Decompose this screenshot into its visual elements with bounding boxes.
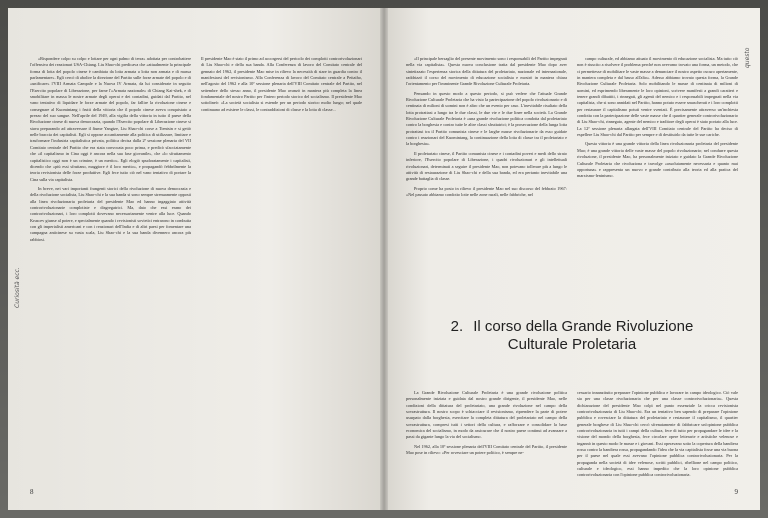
section-heading-line-1 <box>406 318 738 336</box>
section-title-part-2: Culturale Proletaria <box>507 336 637 353</box>
section-number: 2. <box>450 318 464 335</box>
body-text: Il presidente Mao è stato il primo ad accorgersi del pericolo dei complotti controrivoluzionari di Liu Shao-chi e della sua banda. Alla Conferenza di lavoro del Comitato centrale del gennaio del 1962, il presidente Mao mise in rilievo la necessità di stare in guardia contro il manifestarsi del revisionismo. Alla Conferenza di lavoro del Comitato centrale a Peitaiho, nell'agosto del 1962 e alla 10ª sessione plenaria dell'VIII Comitato centrale del Partito, nel settembre dello stesso anno, il presidente Mao avanzò in maniera più completa la linea fondamentale del nostro Partito per l'intero periodo storico del socialismo. Il presidente Mao sottolineò: «La società socialista si estende per un periodo storico molto lungo; nel quale continuano ad esistere le classi, le contraddizioni di classe e la lotta di classe... <box>201 56 362 112</box>
paragraph: La Grande Rivoluzione Culturale Proletaria è una grande rivoluzione politica personalmente iniziata e guidata dal nostro grande dirigente, il presidente Mao, nelle condizioni della dittatura del proletariato, una grande rivoluzione nel campo della sovrastruttura. Il nostro scopo è schiacciare il revisionismo, riprendere la parte di potere usurpato dalla borghesia, esercitare la completa dittatura del proletariato nel campo della sovrastruttura, compresi tutti i settori della cultura, e rafforzare e consolidare la base economica del socialismo, in modo da assicurare che il nostro paese continui ad avanzare a passi da gigante lungo la via del socialismo. <box>406 390 567 440</box>
right-page-upper-columns <box>406 56 738 306</box>
paragraph: Nel 1962, alla 10ª sessione plenaria dell'VIII Comitato centrale del Partito, il presidente Mao pose in rilievo: «Per rovesciare un potere politico, è sempre ne- <box>406 443 567 456</box>
left-page <box>8 8 384 510</box>
left-column-1 <box>30 56 191 466</box>
handwritten-margin-note: questo <box>744 47 751 68</box>
right-page-lower-columns <box>406 390 738 485</box>
right-column-2 <box>577 56 738 306</box>
page-number: 9 <box>734 488 738 496</box>
body-text: cessario innanzitutto preparare l'opinione pubblica e lavorare in campo ideologico. Ciò vale sia per una classe rivoluzionaria che per una classe controrivoluzionaria». Questa dichiarazione del presidente Mao colpì nel punto essenziale la cricca revisionista controrivoluzionaria di Liu Shao-chi. Era un tentativo ben sapendo di preparare l'opinione pubblica e rovesciare la dittatura del proletariato e restaurare il capitalismo, il quartier generale borghese di Liu Shao-chi cercò sfrenatamente di fabbricare un'opinione pubblica controrivoluzionaria in tutti i campi della cultura, fece di tutto per propagandare le idee e la visione del mondo della borghesia, fece circolare opere letterarie e artistiche velenose e ingannò in questo modo le masse e i giovani. Essi operavano sotto la copertura della bandiera rossa contro la bandiera rossa, propagandando l'idea che la via capitalista fosse una via buona per il paese nel quale essi avevano l'opinione pubblica controrivoluzionaria. Per la propaganda nella società di idee velenose, scritti pubblici, ribellione nel campo politico, culturale e ideologico, essi hanno impedito che la loro opinione pubblica controrivoluzionaria con l'opinione pubblica controrivoluzionaria. <box>577 390 738 478</box>
paragraph: Proprio come ha posto in rilievo il presidente Mao nel suo discorso del febbraio 1967: «Nel passato abbiamo condotto lotte nelle zone rurali, nelle fabbriche, nel <box>406 185 567 197</box>
open-booklet <box>8 8 760 510</box>
paragraph: Pensando in questo modo a questo periodo, si può vedere che l'attuale Grande Rivoluzione Culturale Proletaria che ha visto la partecipazione del popolo rivoluzionario e di centinaia di milioni di uomini non è altro che un evento per caso. L'inevitabile risultato della lotta protrattasi a lungo tra le due classi, le due vie e le due linee nella società. La Grande Rivoluzione Culturale Proletaria è «una grande rivoluzione politica condotta dal proletariato contro la borghesia e contro tutte le altre classi sfruttatrici; è la prosecuzione della lunga lotta protrattasi tra il Partito comunista cinese e le larghe masse rivoluzionarie da esso guidate contro i reazionari del Kuomintang, la continuazione della lotta di classe tra il proletariato e la borghesia». <box>406 90 567 147</box>
handwritten-margin-note: Curiosità ecc. <box>14 267 21 308</box>
paragraph: campo culturale, ed abbiamo attuato il movimento di educazione socialista. Ma tutto ciò non è riuscito a risolvere il problema perché non avevamo trovato una forma, un metodo, che ci permettesse di mobilitare le vaste masse a denunciare il nostro aspetto oscuro apertamente, in maniera completa e dal basso all'alto». Adesso abbiamo trovato questa forma, la Grande Rivoluzione Culturale Proletaria. Solo mobilitando le masse di centinaia di milioni di uomini, ed esprimendo liberamente le loro opinioni, scrivere manifesti a grandi caratteri e tenere grandi dibattiti, i rinnegati, gli agenti del nemico e i responsabili impegnati nella via capitalista, che si sono annidati nel Partito, hanno potuto essere smascherati e i loro complotti per restaurare il capitalismo potuti venire sventati. È precisamente attraverso un'inchiesta condotta con la partecipazione delle vaste masse che il quartier generale controrivoluzionario di Liu Shao-chi, rinnegato, agente del nemico e traditore degli operai è stato portato alla luce. La 12ª sessione plenaria allargata dell'VIII Comitato centrale del Partito ha deciso di espellere Liu Shao-chi dal Partito per sempre e di destituirlo da tutte le sue cariche. <box>577 56 738 138</box>
right-lower-column-1 <box>406 390 567 485</box>
right-column-1 <box>406 56 567 306</box>
booklet-gutter <box>380 8 388 510</box>
body-text <box>577 56 738 180</box>
body-text <box>406 390 567 456</box>
body-text <box>406 56 567 198</box>
right-page <box>384 8 760 510</box>
right-lower-column-2 <box>577 390 738 485</box>
paragraph: In breve, nei vari importanti frangenti storici della rivoluzione di nuova democrazia e della rivoluzione socialista, Liu Shao-chi e la sua banda si sono sempre strenuamente opposti alla linea rivoluzionaria proletaria del presidente Mao ed hanno ingaggiato attività controrivoluzionarie complotiste e disgregatrici. Ma, dato che essi erano dei controrivoluzionari, i loro complotti dovevano necessariamente venire alla luce. Quando Kruscev giunse al potere, e specialmente quando i revisionisti sovietici entrarono in combutta con gli imperialisti americani e con i reazionari dell'India e di altri paesi per fomentare una campagna anticinese su vasta scala, Liu Shao-chi e la sua banda divennero ancora più rabbiosi. <box>30 185 191 242</box>
left-column-2 <box>201 56 362 466</box>
section-title-part-1: Il corso della Grande Rivoluzione <box>473 318 694 335</box>
section-heading <box>406 318 738 388</box>
paragraph: «Il principale bersaglio del presente movimento sono i responsabili del Partito impegnati nella via capitalista». Questa nuova conclusione tratta dal presidente Mao dopo aver sintetizzato l'esperienza storica della dittatura del proletariato, nazionale ed internazionale, raddrizzò il corso del movimento di educazione socialista e mostrò in maniera chiara l'orientamento per l'imminente Grande Rivoluzione Culturale Proletaria. <box>406 56 567 87</box>
paragraph: «Rispondere colpo su colpo e lottare per ogni palmo di terra» adottata per controbattere l'offensiva dei reazionari USA-Chiang. Liu Shao-chi predicava che «attualmente la principale forma di lotta del popolo cinese è cambiata da lotta armata a lotta non armata e di massa parlamentare». Egli cercò di abolire la direzione del Partito sulle forze armate del popolo e di «unificare» l'VIII Armata Campale e la Nuova IV Armata, da lui considerate in seguito l'Esercito popolare di Liberazione, per farne l'«Armata nazionale» di Chiang Kai-shek, e di smobilitare in massa le nostre armate degli operai e dei contadini, guidati dal Partito, nel vano tentativo di liquidare le forze armate del popolo, far fallire la rivoluzione cinese e consegnare al Kuomintang i frutti della vittoria che il popolo cinese aveva conquistato a prezzo del suo sangue. Nell'aprile del 1949, alla vigilia della vittoria in tutto il paese della Rivoluzione cinese di nuova democrazia, quando l'Esercito popolare di Liberazione cinese si stava preparando ad attraversare il fiume Yangtze, Liu Shao-chi corse a Tientsin e si gettò nelle braccia dei capitalisti. Egli si oppose accanitamente alla politica di utilizzare, limitare e trasformare l'industria capitalistica privata, politica decisa dalla 2ª sessione plenaria del VII Comitato centrale del Partito che era stata convocata poco prima, e predicò sfacciatamente che «il capitalismo in Cina oggi è ancora nella sua fase giovanile», che «lo sfruttamento capitalistico oggi non è un crimine, è un merito». Egli elogiò spudoratamente i capitalisti, dicendo che «più essi sfruttano, maggiore è il loro merito», e propagandò febbrilmente la teoria revisionista delle forze produttive. Egli fece tutto ciò nel vano tentativo di portare la Cina sulla via capitalista. <box>30 56 191 182</box>
page-number: 8 <box>30 488 34 496</box>
left-page-columns <box>30 56 362 466</box>
paragraph: Il proletariato cinese, il Partito comunista cinese e i contadini poveri e medi dello strato inferiore, l'Esercito popolare di Liberazione, i quadri rivoluzionari e gli intellettuali rivoluzionari, determinati a seguire il presidente Mao, non potevano tollerare più a lungo le attività di restaurazione di Liu Shao-chi e della sua banda, ed era pertanto inevitabile una grande battaglia di classe. <box>406 150 567 182</box>
body-text <box>30 56 191 243</box>
paragraph: Questa vittoria è una grande vittoria della linea rivoluzionaria proletaria del presidente Mao; è una grande vittoria delle vaste masse del popolo rivoluzionario; nel condurre questa rivoluzione, il presidente Mao, ha personalmente iniziato e guidato la Grande Rivoluzione Culturale Proletaria che rivoluziona e travolge «assolutamente necessaria e quanto mai opportuna» e rappresenta un nuovo e grande contributo alla teoria ed alla pratica del marxismo-leninismo. <box>577 141 738 179</box>
